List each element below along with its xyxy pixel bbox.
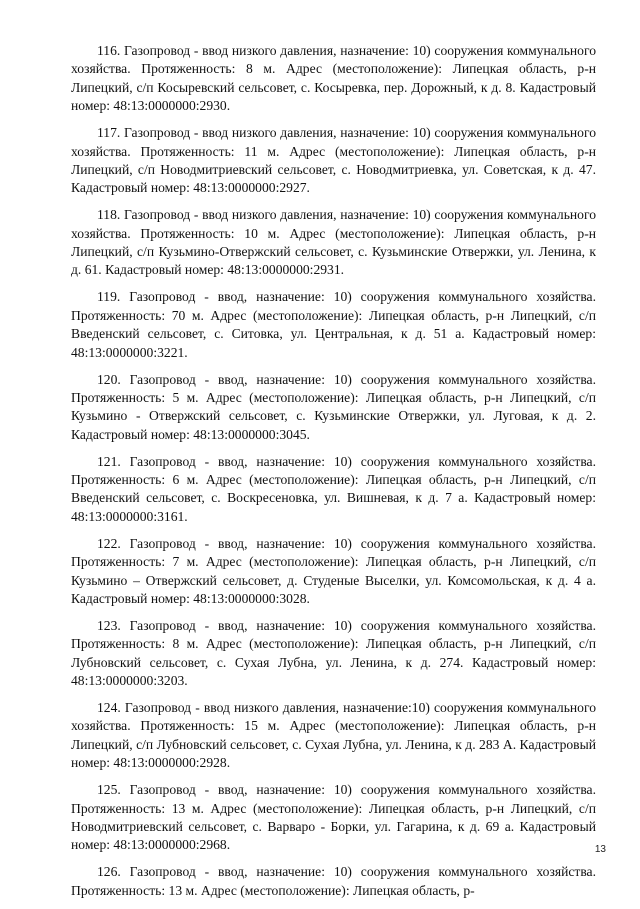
item-number: 121. bbox=[97, 453, 121, 469]
list-item bbox=[71, 699, 596, 773]
item-text: Газопровод - ввод низкого давления, назначение:10) сооружения коммунального хозяйства. Протяженность: 15 м. Адрес (местоположение): Липецкая область, р-н Липецкий, с/п Лубновский сельсовет, с. Сухая Лубна, ул. Ленина, к д. 283 А. Кадастровый номер: 48:13:0000000:2928. bbox=[71, 700, 596, 771]
item-number: 123. bbox=[97, 617, 121, 633]
item-text: Газопровод - ввод, назначение: 10) сооружения коммунального хозяйства. Протяженность: 7 м. Адрес (местоположение): Липецкая область, р-н Липецкий, с/п Кузьмино – Отвержский сельсовет, д. Студеные Выселки, ул. Комсомольская, к д. 4 а. Кадастровый номер: 48:13:0000000:3028. bbox=[71, 535, 596, 606]
list-item bbox=[71, 124, 596, 198]
list-item bbox=[71, 288, 596, 362]
item-number: 118. bbox=[97, 207, 121, 223]
item-number: 126. bbox=[97, 864, 121, 880]
item-text: Газопровод - ввод, назначение: 10) сооружения коммунального хозяйства. Протяженность: 13 м. Адрес (местоположение): Липецкая область, р- bbox=[71, 864, 596, 898]
item-text: Газопровод - ввод низкого давления, назначение: 10) сооружения коммунального хозяйства. Протяженность: 8 м. Адрес (местоположение): Липецкая область, р-н Липецкий, с/п Косыревский сельсовет, с. Косыревка, пер. Дорожный, к д. 8. Кадастровый номер: 48:13:0000000:2930. bbox=[71, 43, 596, 114]
item-text: Газопровод - ввод, назначение: 10) сооружения коммунального хозяйства. Протяженность: 8 м. Адрес (местоположение): Липецкая область, р-н Липецкий, с/п Лубновский сельсовет, с. Сухая Лубна, ул. Ленина, к д. 274. Кадастровый номер: 48:13:0000000:3203. bbox=[71, 617, 596, 689]
list-item bbox=[71, 453, 596, 527]
list-item bbox=[71, 781, 596, 855]
page-number: 13 bbox=[594, 844, 606, 855]
document-body bbox=[71, 42, 596, 909]
list-item bbox=[71, 42, 596, 116]
list-item bbox=[71, 371, 596, 445]
list-item bbox=[71, 863, 596, 900]
item-number: 120. bbox=[97, 371, 121, 387]
item-text: Газопровод - ввод низкого давления, назначение: 10) сооружения коммунального хозяйства. Протяженность: 10 м. Адрес (местоположение): Липецкая область, р-н Липецкий, с/п Кузьмино-Отвержский сельсовет, с. Кузьминские Отвержки, ул. Ленина, к д. 61. Кадастровый номер: 48:13:0000000:2931. bbox=[71, 207, 596, 278]
item-text: Газопровод - ввод низкого давления, назначение: 10) сооружения коммунального хозяйства. Протяженность: 11 м. Адрес (местоположение): Липецкая область, р-н Липецкий, с/п Новодмитриевский сельсовет, с. Новодмитриевка, ул. Советская, к д. 47. Кадастровый номер: 48:13:0000000:2927. bbox=[71, 125, 596, 196]
item-text: Газопровод - ввод, назначение: 10) сооружения коммунального хозяйства. Протяженность: 13 м. Адрес (местоположение): Липецкая область, р-н Липецкий, с/п Новодмитриевский сельсовет, с. Варваро - Борки, ул. Гагарина, к д. 69 а. Кадастровый номер: 48:13:0000000:2968. bbox=[71, 782, 596, 853]
list-item bbox=[71, 535, 596, 609]
item-number: 125. bbox=[97, 782, 121, 798]
item-number: 124. bbox=[97, 700, 121, 715]
item-number: 116. bbox=[97, 43, 121, 58]
item-number: 119. bbox=[97, 289, 121, 305]
item-text: Газопровод - ввод, назначение: 10) сооружения коммунального хозяйства. Протяженность: 70 м. Адрес (местоположение): Липецкая область, р-н Липецкий, с/п Введенский сельсовет, с. Ситовка, ул. Центральная, к д. 51 а. Кадастровый номер: 48:13:0000000:3221. bbox=[71, 289, 596, 360]
item-text: Газопровод - ввод, назначение: 10) сооружения коммунального хозяйства. Протяженность: 6 м. Адрес (местоположение): Липецкая область, р-н Липецкий, с/п Введенский сельсовет, с. Воскресеновка, ул. Вишневая, к д. 7 а. Кадастровый номер: 48:13:0000000:3161. bbox=[71, 453, 596, 524]
item-text: Газопровод - ввод, назначение: 10) сооружения коммунального хозяйства. Протяженность: 5 м. Адрес (местоположение): Липецкая область, р-н Липецкий, с/п Кузьмино - Отвержский сельсовет, с. Кузьминские Отвержки, ул. Луговая, к д. 2. Кадастровый номер: 48:13:0000000:3045. bbox=[71, 371, 596, 442]
list-item bbox=[71, 617, 596, 691]
item-number: 122. bbox=[97, 535, 121, 551]
item-number: 117. bbox=[97, 125, 121, 141]
list-item bbox=[71, 206, 596, 280]
